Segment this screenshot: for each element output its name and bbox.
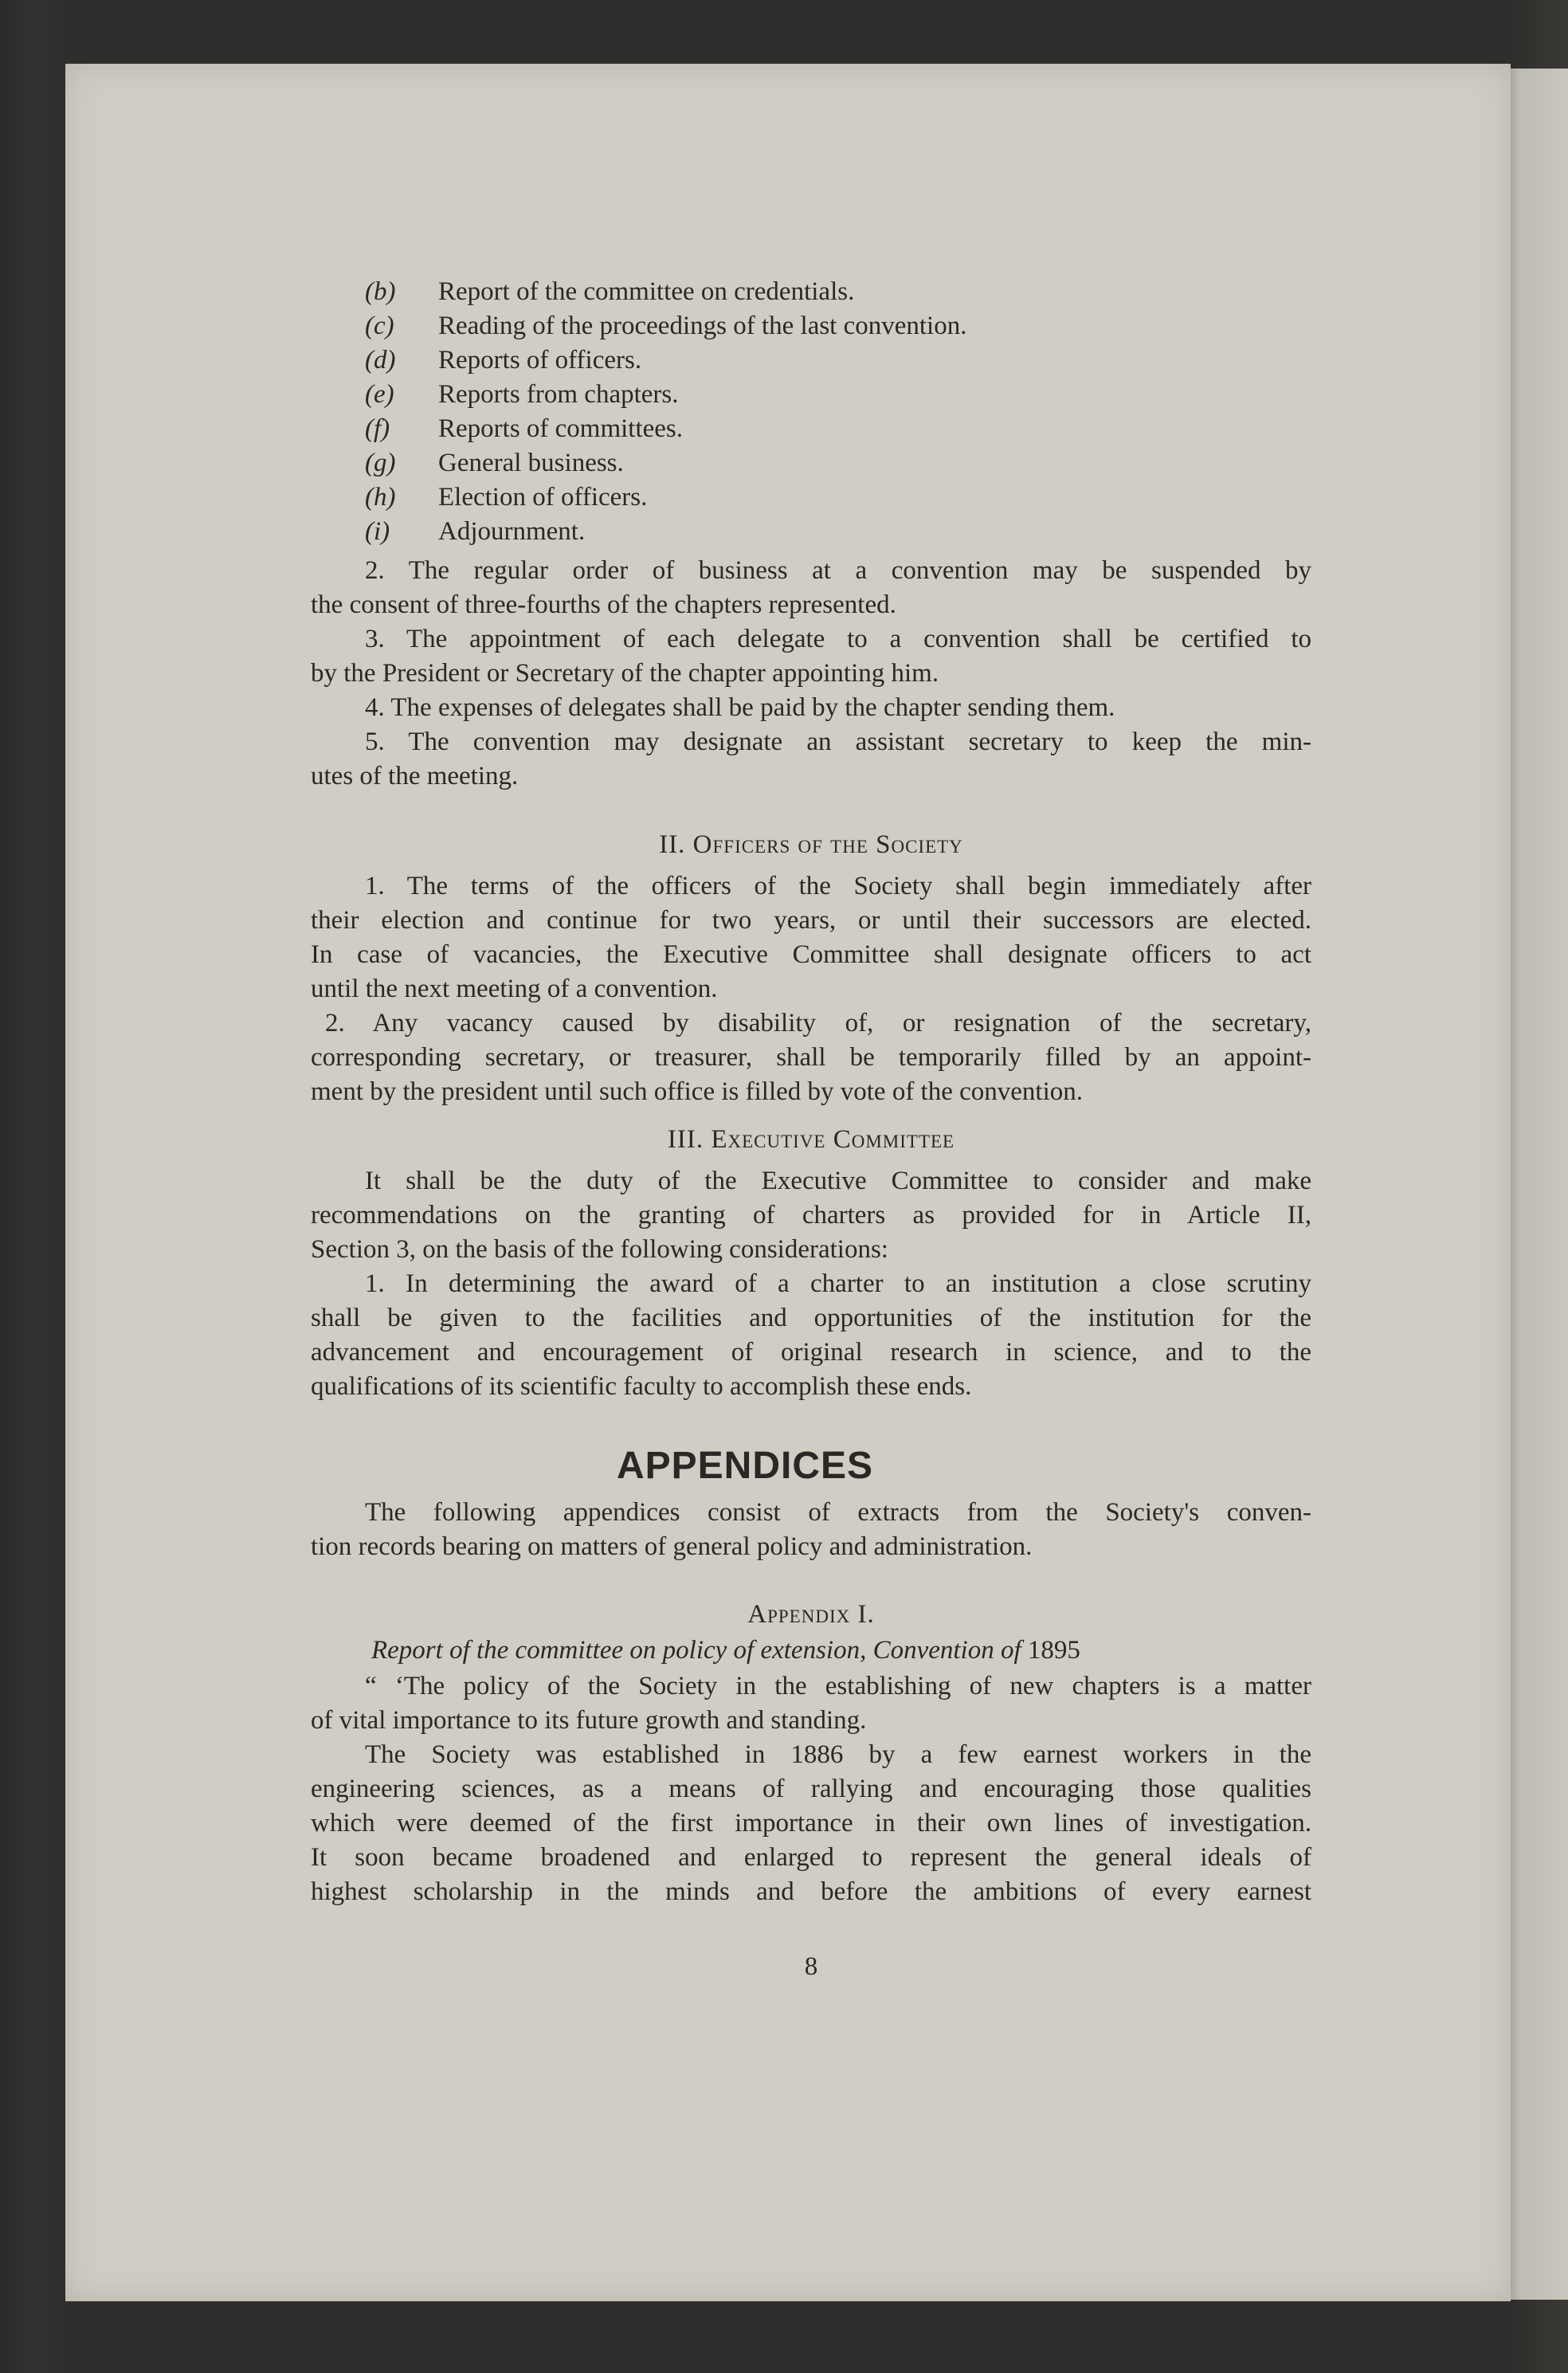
agenda-item-text: General business. (438, 449, 624, 477)
paragraph-line: “ ‘The policy of the Society in the establishing of new chapters is a matter (365, 1672, 1311, 1700)
paragraph-line: by the President or Secretary of the chapter appointing him. (311, 659, 939, 688)
agenda-item-text: Adjournment. (438, 517, 586, 546)
agenda-item-label: (f) (365, 414, 390, 443)
appendices-heading: APPENDICES (616, 1445, 874, 1487)
agenda-item-label: (d) (365, 346, 396, 375)
paragraph-line: utes of the meeting. (311, 762, 519, 790)
paragraph-line: tion records bearing on matters of general policy and administration. (311, 1532, 1033, 1561)
page-number: 8 (804, 1952, 818, 1981)
report-year: 1895 (1027, 1636, 1080, 1665)
agenda-item-text: Election of officers. (438, 483, 648, 512)
agenda-item-label: (e) (365, 380, 394, 409)
next-page-edge (1511, 69, 1568, 2300)
paragraph-line: In case of vacancies, the Executive Committee shall designate officers to act (311, 940, 1311, 969)
paragraph-line: their election and continue for two years, or until their successors are elected. (311, 906, 1311, 935)
agenda-item-label: (h) (365, 483, 396, 512)
agenda-item-text: Report of the committee on credentials. (438, 277, 855, 306)
paragraph-line: shall be given to the facilities and opportunities of the institution for the (311, 1304, 1311, 1332)
paragraph-line: advancement and encouragement of original research in science, and to the (311, 1338, 1311, 1367)
paragraph-line: which were deemed of the first importance in their own lines of investigation. (311, 1809, 1311, 1838)
agenda-item-text: Reading of the proceedings of the last convention. (438, 312, 967, 340)
paragraph-line: The Society was established in 1886 by a few earnest workers in the (365, 1740, 1311, 1769)
paragraph-line: 2. Any vacancy caused by disability of, or resignation of the secretary, (325, 1009, 1311, 1037)
agenda-item (365, 447, 624, 479)
paragraph-line: engineering sciences, as a means of rallying and encouraging those qualities (311, 1775, 1311, 1803)
paragraph-line: 2. The regular order of business at a convention may be suspended by (365, 556, 1311, 585)
section-heading: II. Officers of the Society (659, 830, 963, 859)
paragraph-line: Section 3, on the basis of the following considerations: (311, 1235, 888, 1264)
agenda-item-label: (c) (365, 312, 394, 340)
paragraph-line: of vital importance to its future growth and standing. (311, 1706, 867, 1735)
agenda-item-label: (i) (365, 517, 390, 546)
paragraph-line: highest scholarship in the minds and before the ambitions of every earnest (311, 1877, 1311, 1906)
paragraph-line: 1. In determining the award of a charter to an institution a close scrutiny (365, 1269, 1311, 1298)
paragraph-line: recommendations on the granting of charters as provided for in Article II, (311, 1201, 1311, 1230)
agenda-item-label: (g) (365, 449, 396, 477)
agenda-item (365, 413, 683, 445)
paragraph-line: 5. The convention may designate an assistant secretary to keep the min- (365, 728, 1311, 756)
agenda-item (365, 276, 854, 308)
agenda-item (365, 379, 679, 410)
paragraph-line: It soon became broadened and enlarged to represent the general ideals of (311, 1843, 1311, 1872)
appendix-title: Appendix I. (747, 1600, 875, 1629)
paragraph-line: corresponding secretary, or treasurer, shall be temporarily filled by an appoint- (311, 1043, 1311, 1072)
paragraph-line: qualifications of its scientific faculty to accomplish these ends. (311, 1372, 972, 1401)
agenda-item (365, 481, 647, 513)
agenda-item (365, 344, 641, 376)
agenda-item (365, 310, 966, 342)
paragraph-line: 1. The terms of the officers of the Society shall begin immediately after (365, 872, 1311, 900)
paragraph-line: until the next meeting of a convention. (311, 975, 718, 1003)
paragraph-line: It shall be the duty of the Executive Committee to consider and make (365, 1167, 1311, 1195)
agenda-item-text: Reports from chapters. (438, 380, 679, 409)
section-heading: III. Executive Committee (667, 1125, 955, 1154)
agenda-item (365, 516, 585, 547)
report-title-text: Report of the committee on policy of extension, Convention of (371, 1636, 1021, 1665)
agenda-item-label: (b) (365, 277, 396, 306)
paragraph-line: 4. The expenses of delegates shall be paid by the chapter sending them. (365, 693, 1115, 722)
agenda-item-text: Reports of officers. (438, 346, 642, 375)
paragraph-line: ment by the president until such office is filled by vote of the convention. (311, 1077, 1084, 1106)
report-title (371, 1634, 1080, 1666)
paragraph-line: 3. The appointment of each delegate to a convention shall be certified to (365, 625, 1311, 653)
paragraph-line: the consent of three-fourths of the chapters represented. (311, 590, 896, 619)
paragraph-line: The following appendices consist of extracts from the Society's conven- (365, 1498, 1311, 1527)
agenda-item-text: Reports of committees. (438, 414, 684, 443)
